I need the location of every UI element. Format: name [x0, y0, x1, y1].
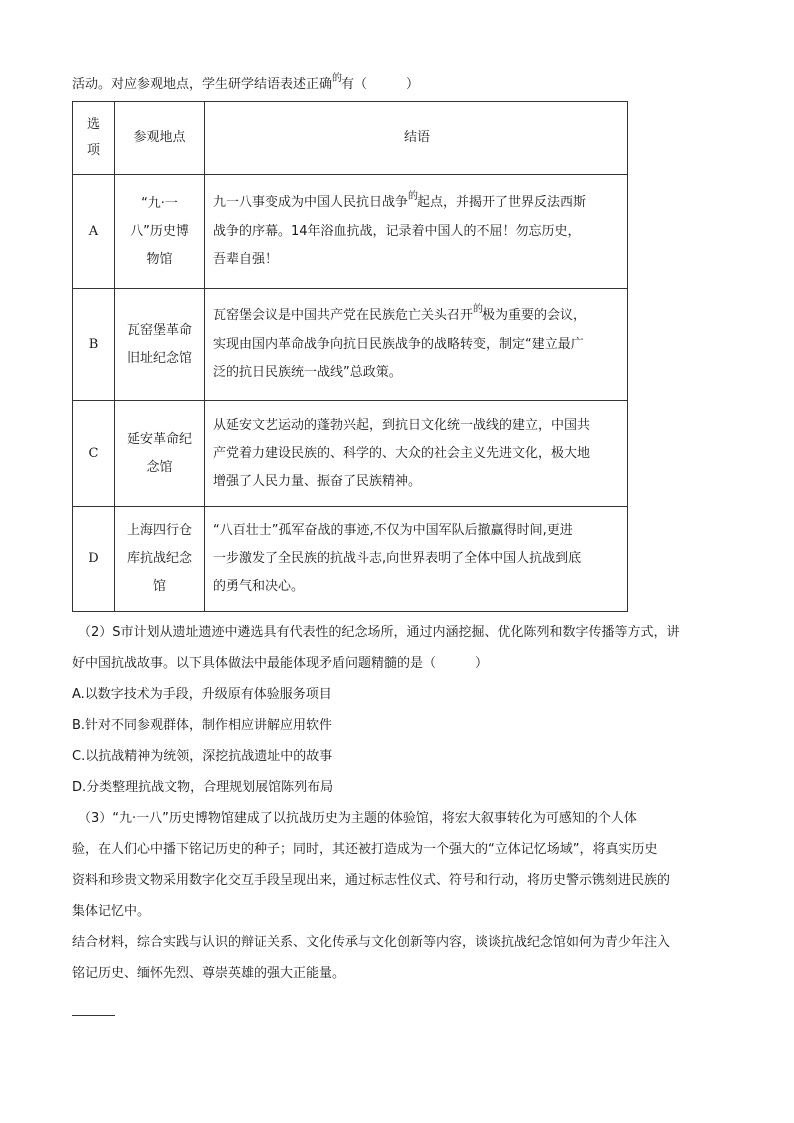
conclusion-text: 泛的抗日民族统一战线”总政策。 — [213, 365, 402, 380]
conclusion-text: 瓦窑堡会议是中国共产党在民族危亡关头召开 — [213, 308, 474, 323]
conclusion-text: 实现由国内革命战争向抗日民族战争的战略转变，制定“建立最广 — [213, 337, 584, 352]
place-line: 库抗战纪念 — [126, 551, 192, 566]
conclusion-text: 战争的序幕。14年浴血抗战，记录着中国人的不屈！勿忘历史， — [213, 224, 581, 239]
intro-text-end: 有（ ） — [341, 77, 420, 92]
table-row — [73, 289, 628, 401]
option-label: D — [73, 507, 115, 612]
q2-option-c: C.以抗战精神为统领，深挖抗战遗址中的故事 — [72, 749, 333, 764]
q2-option-a: A.以数字技术为手段，升级原有体验服务项目 — [72, 687, 332, 702]
header-option-top: 选 — [86, 116, 100, 132]
q2-stem-line: 好中国抗战故事。以下具体做法中最能体现矛盾问题精髓的是（ ） — [72, 656, 489, 671]
conclusion-text: “八百壮士”孤军奋战的事迹,不仅为中国军队后撤赢得时间,更进 — [213, 523, 573, 538]
table-row — [73, 175, 628, 289]
q3-stem-line: 验，在人们心中播下铭记历史的种子；同时，其还被打造成为一个强大的“立体记忆场域”，将真实历史 — [72, 842, 658, 857]
intro-text: 活动。对应参观地点，学生研学结语表述正确 — [72, 77, 333, 92]
conclusion-text: 一步激发了全民族的抗战斗志,向世界表明了全体中国人抗战到底 — [213, 551, 582, 566]
conclusion-cell — [205, 507, 628, 612]
table-header-row — [73, 102, 628, 175]
conclusion-text: 的勇气和决心。 — [213, 579, 305, 594]
options-table — [72, 101, 628, 612]
q3-stem-line: （3）“九·一八”历史博物馆建成了以抗战历史为主题的体验馆，将宏大叙事转化为可感知的个人体 — [78, 811, 637, 826]
option-label: C — [73, 401, 115, 507]
q3-task-line: 铭记历史、缅怀先烈、尊崇英雄的强大正能量。 — [72, 966, 346, 981]
header-option-cell — [73, 102, 115, 175]
conclusion-cell — [205, 401, 628, 507]
place-line: 延安革命纪 — [126, 431, 192, 447]
q3-stem-line: 集体记忆中。 — [72, 904, 151, 919]
table-row — [73, 507, 628, 612]
place-cell — [115, 507, 205, 612]
conclusion-superscript: 的 — [473, 304, 483, 315]
place-line: “九·一 — [141, 195, 178, 211]
conclusion-text: 增强了人民力量、振奋了民族精神。 — [213, 473, 422, 489]
conclusion-text: 极为重要的会议， — [482, 308, 587, 323]
conclusion-cell — [205, 289, 628, 401]
q2-option-d: D.分类整理抗战文物，合理规划展馆陈列布局 — [72, 780, 334, 795]
q3-task-line: 结合材料，综合实践与认识的辩证关系、文化传承与文化创新等内容，谈谈抗战纪念馆如何为青少年注入 — [72, 935, 671, 950]
header-option-bottom: 项 — [86, 142, 100, 158]
answer-divider-rule — [72, 1015, 115, 1016]
conclusion-text: 吾辈自强！ — [213, 252, 279, 267]
header-place-cell: 参观地点 — [115, 102, 205, 175]
place-cell — [115, 289, 205, 401]
conclusion-text: 产党着力建设民族的、科学的、大众的社会主义先进文化，极大地 — [213, 445, 591, 461]
conclusion-text: 起点，并揭开了世界反法西斯 — [417, 195, 587, 210]
header-conclusion-cell: 结语 — [205, 102, 628, 175]
place-line: 瓦窑堡革命 — [126, 322, 192, 338]
table-row — [73, 401, 628, 507]
option-label: A — [73, 175, 115, 289]
place-line: 八”历史博 — [130, 223, 189, 239]
q3-stem-line: 资料和珍贵文物采用数字化交互手段呈现出来，通过标志性仪式、符号和行动，将历史警示镌刻进民族的 — [72, 873, 671, 888]
place-line: 上海四行仓 — [126, 523, 192, 538]
q2-stem-line: （2）S市计划从遗址遗迹中遴选具有代表性的纪念场所，通过内涵挖掘、优化陈列和数字传播等方式，讲 — [78, 625, 680, 640]
place-line: 物馆 — [146, 251, 173, 267]
conclusion-text: 从延安文艺运动的蓬勃兴起，到抗日文化统一战线的建立，中国共 — [213, 417, 591, 433]
place-cell — [115, 401, 205, 507]
place-line: 旧址纪念馆 — [126, 350, 192, 366]
place-line: 馆 — [152, 579, 166, 594]
option-label: B — [73, 289, 115, 401]
place-cell — [115, 175, 205, 289]
place-line: 念馆 — [146, 459, 173, 475]
conclusion-cell — [205, 175, 628, 289]
q2-option-b: B.针对不同参观群体，制作相应讲解应用软件 — [72, 718, 333, 733]
intro-superscript: 的 — [332, 73, 342, 84]
conclusion-text: 九一八事变成为中国人民抗日战争 — [213, 195, 409, 210]
conclusion-superscript: 的 — [408, 191, 418, 202]
question-intro-line — [72, 73, 420, 95]
